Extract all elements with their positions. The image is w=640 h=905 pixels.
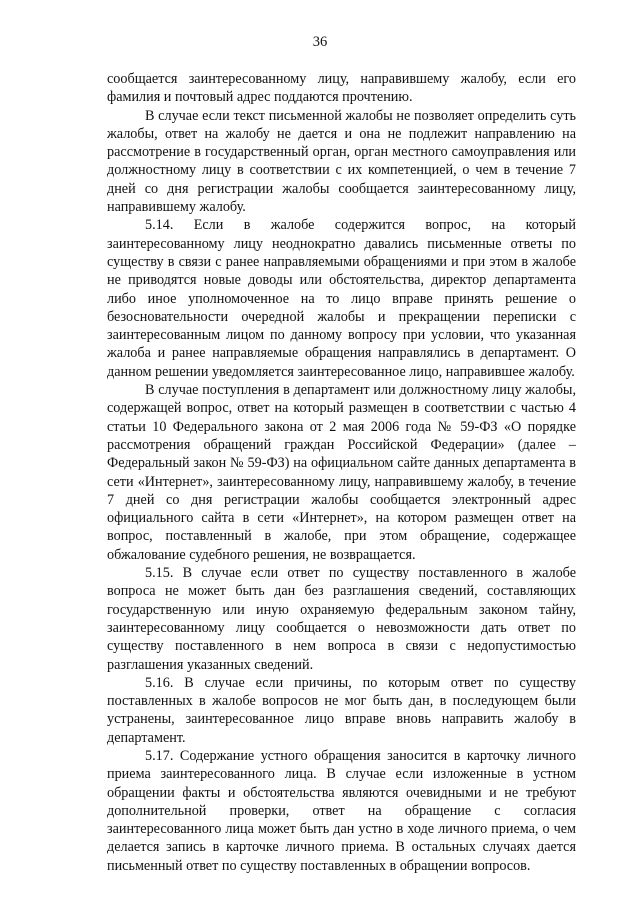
paragraph-5-15: 5.15. В случае если ответ по существу поставленного в жалобе вопроса не может быть дан без разглашения сведений, составляющих государственную или иную охраняемую федеральным законом тайну, заинтересованному лицу сообщается о невозможности дать ответ по существу поставленного в нем вопроса в связи с недопустимостью разглашения указанных сведений. [107,565,576,673]
paragraph-unreadable-complaint: В случае если текст письменной жалобы не позволяет определить суть жалобы, ответ на жалобу не дается и она не подлежит направлению на рассмотрение в государственный орган, орган местного самоуправления или должностному лицу в соответствии с их компетенцией, о чем в течение 7 дней со дня регистрации жалобы сообщается заинтересованному лицу, направившему жалобу. [107,107,576,216]
paragraph-continuation: сообщается заинтересованному лицу, направившему жалобу, если его фамилия и почтовый адрес поддаются прочтению. [107,71,576,106]
document-body [107,70,576,875]
paragraph-5-14: 5.14. Если в жалобе содержится вопрос, на который заинтересованному лицу неоднократно давались письменные ответы по существу в связи с ранее направляемыми обращениями и при этом в жалобе не приводятся новые доводы или обстоятельства, директор департамента либо иное уполномоченное на то лицо вправе принять решение о безосновательности очередной жалобы и прекращении переписки с заинтересованным лицом по данному вопросу при условии, что указанная жалоба и ранее направляемые обращения направлялись в департамент. О данном решении уведомляется заинтересованное лицо, направившее жалобу. [107,217,576,380]
paragraph-5-16: 5.16. В случае если причины, по которым ответ по существу поставленных в жалобе вопросов не мог быть дан, в последующем были устранены, заинтересованное лицо вправе вновь направить жалобу в департамент. [107,674,576,746]
paragraph-5-17: 5.17. Содержание устного обращения заносится в карточку личного приема заинтересованного лица. В случае если изложенные в устном обращении факты и обстоятельства являются очевидными и не требуют дополнительной проверки, ответ на обращение с согласия заинтересованного лица может быть дан устно в ходе личного приема, о чем делается запись в карточке личного приема. В остальных случаях дается письменный ответ по существу поставленных в обращении вопросов. [107,747,576,874]
page-number: 36 [312,34,328,50]
paragraph-internet-answer: В случае поступления в департамент или должностному лицу жалобы, содержащей вопрос, ответ на который размещен в соответствии с частью 4 статьи 10 Федерального закона от 2 мая 2006 года № 59-ФЗ «О порядке рассмотрения обращений граждан Российской Федерации» (далее – Федеральный закон № 59-ФЗ) на официальном сайте данных департамента в сети «Интернет», заинтересованному лицу, направившему жалобу, в течение 7 дней со дня регистрации жалобы сообщается электронный адрес официального сайта в сети «Интернет», на котором размещен ответ на вопрос, поставленный в жалобе, при этом обращение, содержащее обжалование судебного решения, не возвращается. [107,382,576,563]
